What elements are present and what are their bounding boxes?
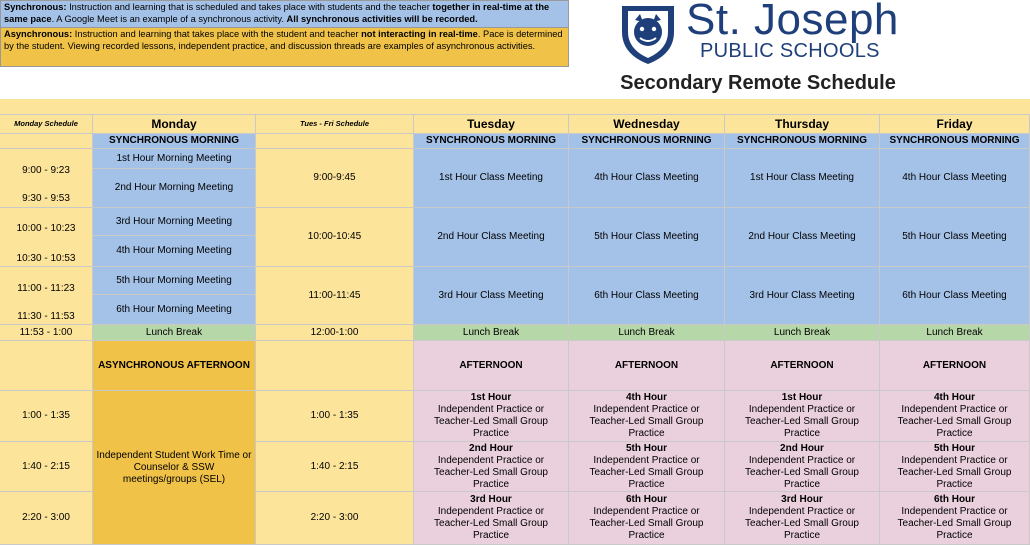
asynchronous-afternoon-header: ASYNCHRONOUS AFTERNOON [93, 341, 256, 391]
class-meeting: 2nd Hour Class Meeting [414, 208, 569, 267]
tf-afternoon-time: 1:00 - 1:35 [256, 391, 414, 442]
afternoon-activity: Independent Practice or Teacher-Led Small Group Practice [589, 454, 704, 490]
wildcat-shield-icon [616, 2, 680, 66]
sync-label: Synchronous: [4, 2, 67, 12]
afternoon-activity: Independent Practice or Teacher-Led Small Group Practice [589, 506, 704, 541]
tf-time: 9:00-9:45 [256, 149, 414, 208]
monday-meeting: 1st Hour Morning Meeting [93, 149, 256, 169]
afternoon-activity: Independent Practice or Teacher-Led Small Group Practice [434, 454, 548, 490]
blank-cell [0, 341, 93, 391]
afternoon-block [880, 442, 1030, 492]
tf-afternoon-time: 1:40 - 2:15 [256, 442, 414, 492]
monday-schedule-header: Monday Schedule [0, 115, 93, 134]
thursday-header: Thursday [725, 115, 880, 134]
monday-time: 11:00 - 11:23 [0, 267, 93, 296]
afternoon-hour: 5th Hour [625, 442, 668, 454]
friday-sync-morning: SYNCHRONOUS MORNING [880, 134, 1030, 149]
friday-header: Friday [880, 115, 1030, 134]
blank-cell [0, 134, 93, 149]
afternoon-block [414, 492, 569, 545]
header-spacer [0, 99, 1030, 115]
afternoon-block [725, 391, 880, 442]
monday-lunch-time: 11:53 - 1:00 [0, 325, 93, 341]
afternoon-block [569, 492, 725, 545]
monday-time: 9:00 - 9:23 [0, 149, 93, 179]
class-meeting: 4th Hour Class Meeting [880, 149, 1030, 208]
afternoon-activity: Independent Practice or Teacher-Led Small Group Practice [434, 404, 548, 439]
brand-subtitle: PUBLIC SCHOOLS [700, 40, 880, 62]
afternoon-activity: Independent Practice or Teacher-Led Small Group Practice [897, 454, 1012, 490]
async-text-1: Instruction and learning that takes place with the student and teacher [72, 29, 362, 39]
class-meeting: 6th Hour Class Meeting [880, 267, 1030, 325]
lunch-break: Lunch Break [569, 325, 725, 341]
afternoon-hour: 2nd Hour [780, 442, 824, 454]
async-label: Asynchronous: [4, 29, 73, 39]
afternoon-block [880, 492, 1030, 545]
monday-meeting: 3rd Hour Morning Meeting [93, 208, 256, 236]
class-meeting: 5th Hour Class Meeting [569, 208, 725, 267]
class-meeting: 1st Hour Class Meeting [725, 149, 880, 208]
sync-text-1: Instruction and learning that is scheduled and takes place with students and the teacher [66, 2, 433, 12]
monday-time: 10:30 - 10:53 [0, 238, 93, 267]
afternoon-activity: Independent Practice or Teacher-Led Small Group Practice [745, 404, 859, 439]
class-meeting: 3rd Hour Class Meeting [725, 267, 880, 325]
class-meeting: 2nd Hour Class Meeting [725, 208, 880, 267]
sync-bold-2: All synchronous activities will be recorded. [286, 13, 478, 24]
thursday-sync-morning: SYNCHRONOUS MORNING [725, 134, 880, 149]
lunch-break: Lunch Break [725, 325, 880, 341]
afternoon-block [725, 492, 880, 545]
monday-afternoon-time: 2:20 - 3:00 [0, 492, 93, 545]
afternoon-activity: Independent Practice or Teacher-Led Small Group Practice [434, 506, 548, 541]
tuesday-afternoon-header: AFTERNOON [414, 341, 569, 391]
monday-meeting: 5th Hour Morning Meeting [93, 267, 256, 295]
monday-meeting: 2nd Hour Morning Meeting [93, 169, 256, 208]
lunch-break: Lunch Break [93, 325, 256, 341]
blank-cell [256, 341, 414, 391]
monday-time: 9:30 - 9:53 [0, 179, 93, 208]
afternoon-hour: 3rd Hour [470, 494, 512, 505]
monday-header: Monday [93, 115, 256, 134]
afternoon-block [880, 391, 1030, 442]
afternoon-block [569, 442, 725, 492]
monday-afternoon-time: 1:40 - 2:15 [0, 442, 93, 492]
wednesday-afternoon-header: AFTERNOON [569, 341, 725, 391]
afternoon-hour: 4th Hour [625, 392, 668, 403]
class-meeting: 3rd Hour Class Meeting [414, 267, 569, 325]
monday-afternoon-block: Independent Student Work Time or Counselor & SSW meetings/groups (SEL) [93, 391, 256, 545]
afternoon-block [569, 391, 725, 442]
tf-time: 10:00-10:45 [256, 208, 414, 267]
class-meeting: 1st Hour Class Meeting [414, 149, 569, 208]
afternoon-hour: 2nd Hour [469, 442, 513, 454]
async-bold-1: not interacting in real-time [361, 29, 478, 39]
class-meeting: 4th Hour Class Meeting [569, 149, 725, 208]
sync-text-2: . A Google Meet is an example of a synchronous activity. [51, 13, 287, 24]
tf-time: 11:00-11:45 [256, 267, 414, 325]
brand-name: St. Joseph [686, 0, 899, 44]
monday-meeting: 6th Hour Morning Meeting [93, 295, 256, 325]
afternoon-hour: 6th Hour [625, 494, 668, 505]
blank-cell [256, 134, 414, 149]
async-text-2: . Pace is determined by the student. Viewing recorded lessons, independent practice, and discussion threads are examples of asynchronous activities. [4, 29, 563, 51]
friday-afternoon-header: AFTERNOON [880, 341, 1030, 391]
lunch-break: Lunch Break [414, 325, 569, 341]
wednesday-sync-morning: SYNCHRONOUS MORNING [569, 134, 725, 149]
afternoon-block [414, 391, 569, 442]
afternoon-activity: Independent Practice or Teacher-Led Small Group Practice [745, 506, 859, 541]
tuesday-sync-morning: SYNCHRONOUS MORNING [414, 134, 569, 149]
monday-time: 11:30 - 11:53 [0, 296, 93, 325]
thursday-afternoon-header: AFTERNOON [725, 341, 880, 391]
afternoon-activity: Independent Practice or Teacher-Led Small Group Practice [897, 506, 1012, 541]
page-title: Secondary Remote Schedule [620, 72, 896, 94]
tuesday-header: Tuesday [414, 115, 569, 134]
class-meeting: 5th Hour Class Meeting [880, 208, 1030, 267]
lunch-break: Lunch Break [880, 325, 1030, 341]
afternoon-activity: Independent Practice or Teacher-Led Small Group Practice [589, 404, 704, 439]
afternoon-block [414, 442, 569, 492]
afternoon-hour: 3rd Hour [781, 494, 823, 505]
monday-afternoon-time: 1:00 - 1:35 [0, 391, 93, 442]
sync-bold-1: together in real-time at the same pace [4, 2, 550, 24]
tf-afternoon-time: 2:20 - 3:00 [256, 492, 414, 545]
tf-lunch-time: 12:00-1:00 [256, 325, 414, 341]
tuesfri-schedule-header: Tues - Fri Schedule [256, 115, 414, 134]
monday-time: 10:00 - 10:23 [0, 208, 93, 238]
class-meeting: 6th Hour Class Meeting [569, 267, 725, 325]
afternoon-hour: 1st Hour [781, 392, 823, 403]
afternoon-hour: 6th Hour [933, 494, 976, 505]
afternoon-block [725, 442, 880, 492]
afternoon-activity: Independent Practice or Teacher-Led Small Group Practice [897, 404, 1012, 439]
afternoon-activity: Independent Practice or Teacher-Led Small Group Practice [745, 454, 859, 490]
school-logo [612, 0, 912, 72]
asynchronous-definition [0, 28, 569, 67]
synchronous-definition [0, 0, 569, 28]
afternoon-hour: 1st Hour [470, 392, 512, 403]
monday-sync-morning: SYNCHRONOUS MORNING [93, 134, 256, 149]
monday-meeting: 4th Hour Morning Meeting [93, 236, 256, 267]
afternoon-hour: 5th Hour [933, 442, 976, 454]
afternoon-hour: 4th Hour [933, 392, 976, 403]
wednesday-header: Wednesday [569, 115, 725, 134]
